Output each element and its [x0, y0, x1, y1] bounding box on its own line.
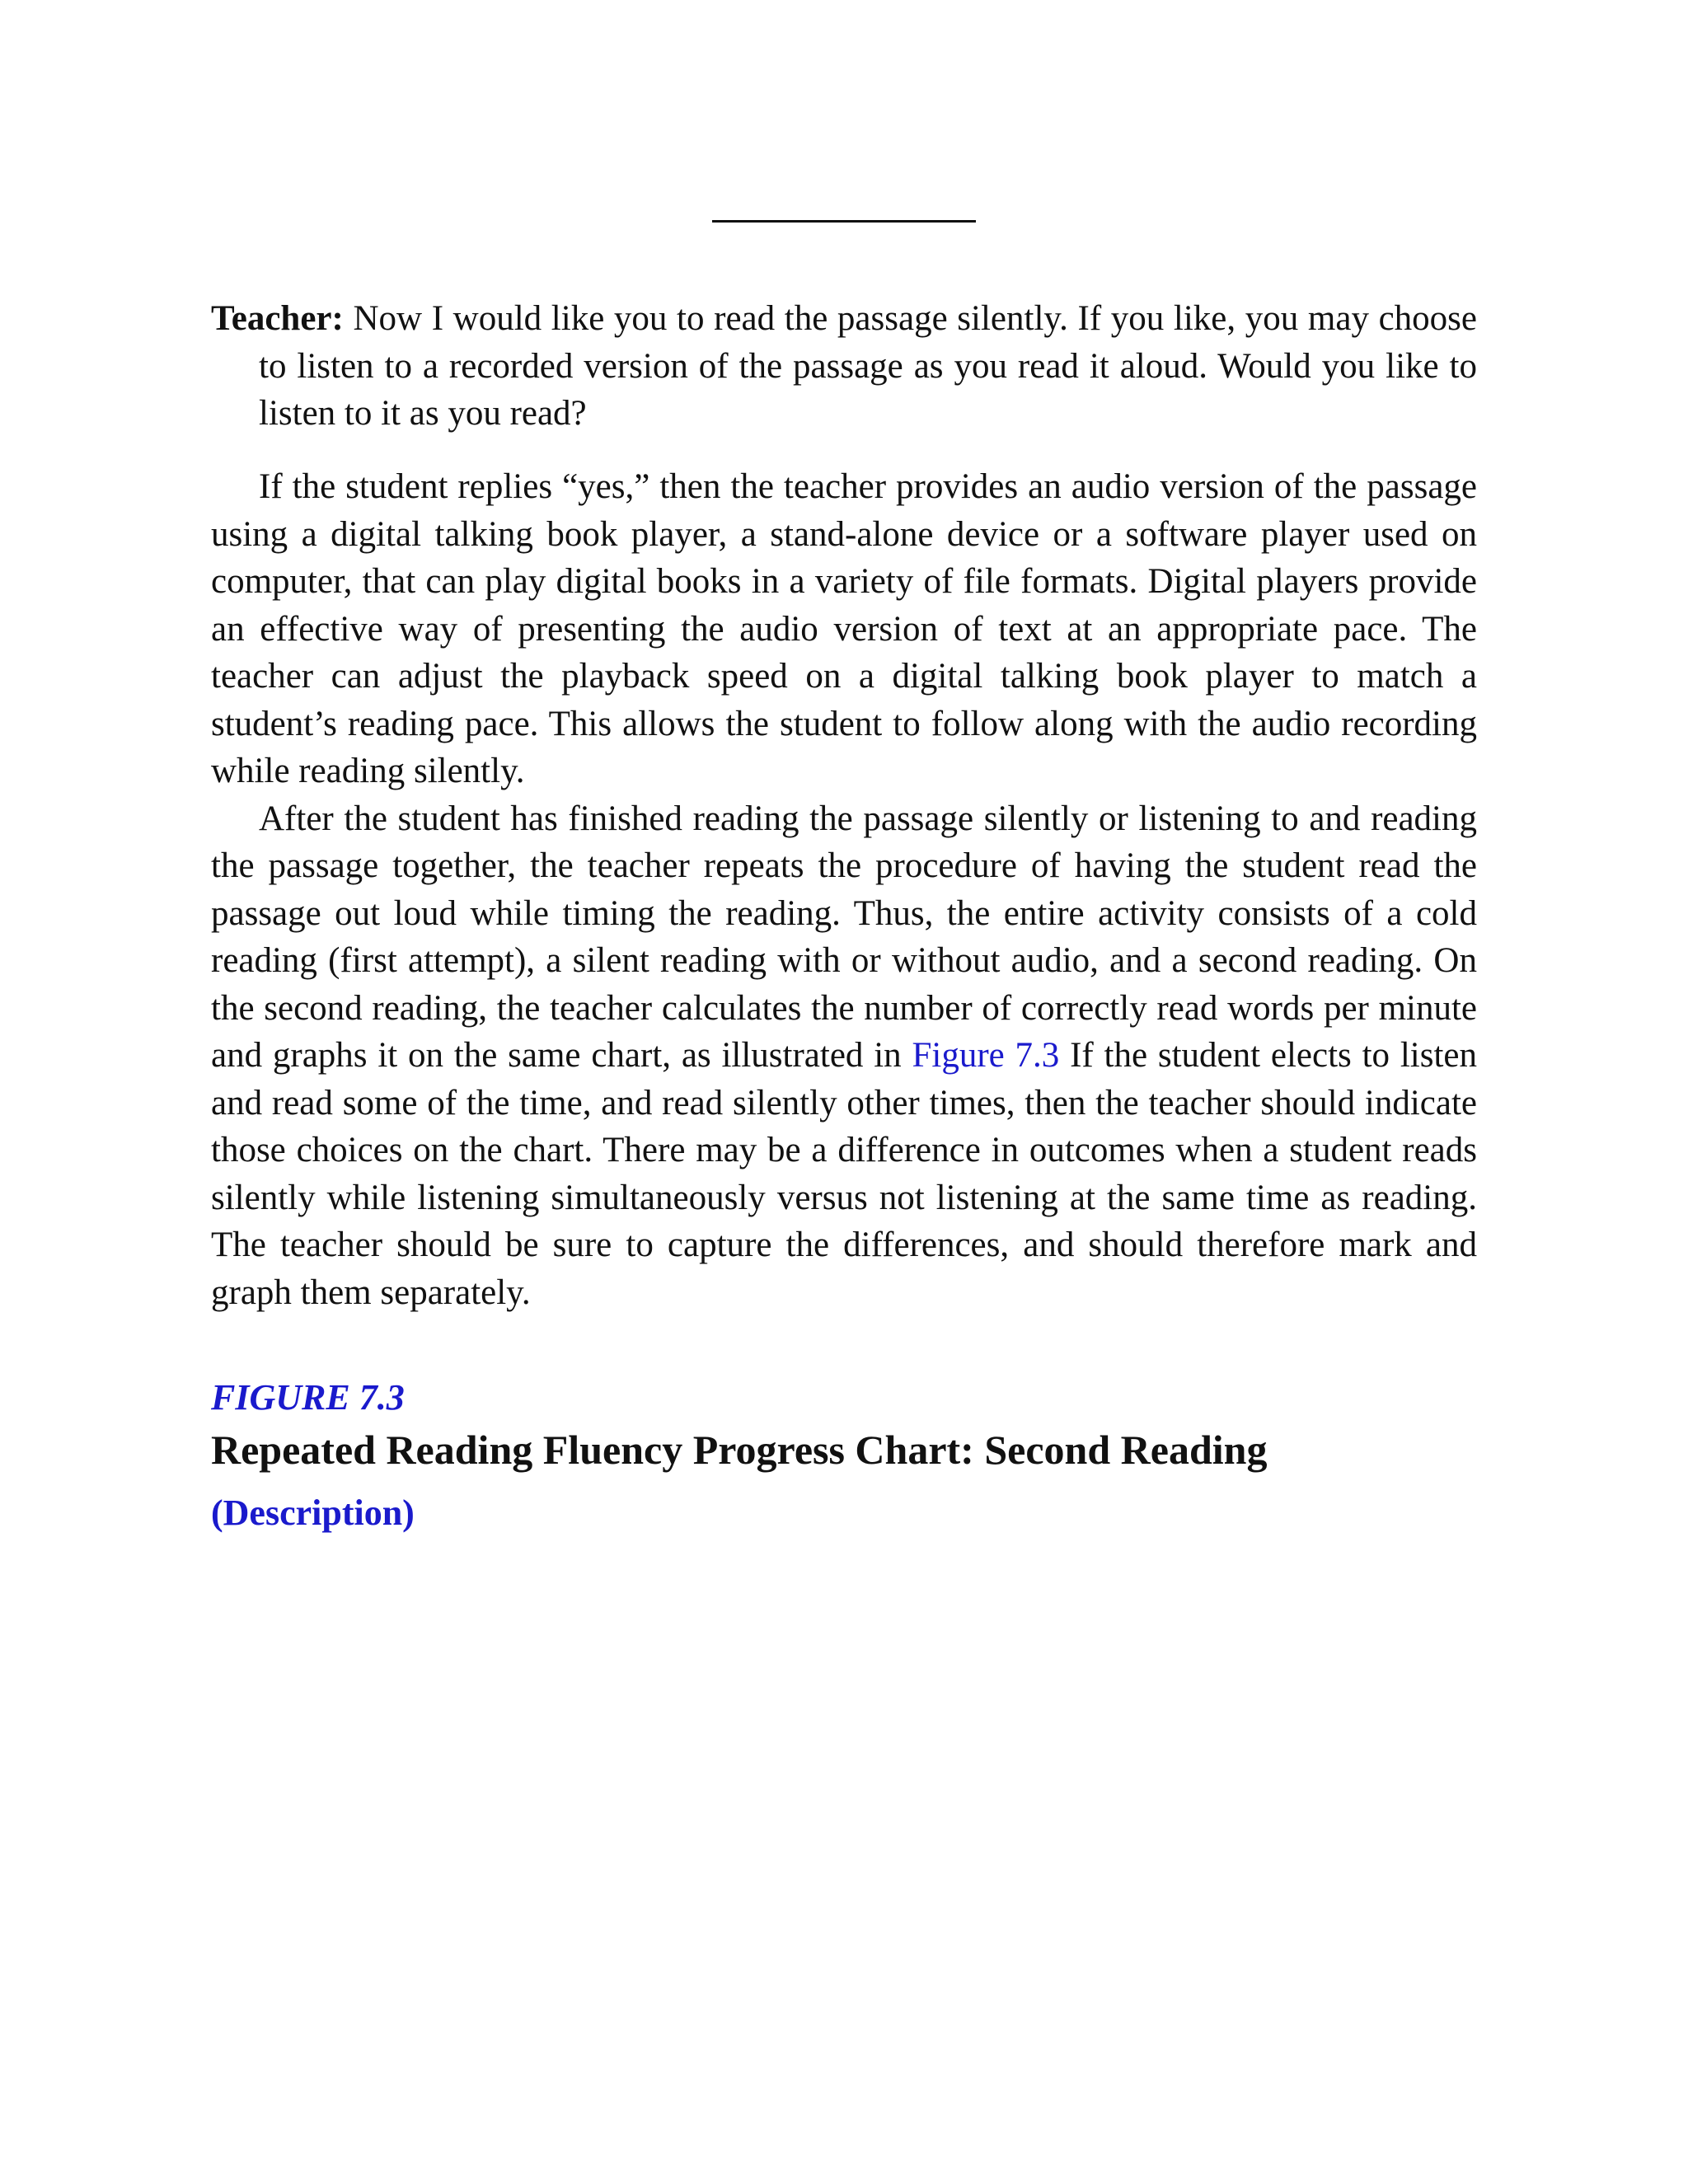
teacher-dialogue — [211, 295, 1477, 438]
paragraph-2 — [211, 795, 1477, 1317]
speaker-label: Teacher: — [211, 299, 344, 338]
figure-label: FIGURE 7.3 — [211, 1377, 405, 1418]
dialogue-text: Now I would like you to read the passage silently. If you like, you may choose to listen to a recorded version of the passage as you read it aloud. Would you like to listen to it as you read? — [259, 299, 1477, 433]
figure-reference-link[interactable]: Figure 7.3 — [912, 1036, 1060, 1075]
paragraph-1: If the student replies “yes,” then the teacher provides an audio version of the passage using a digital talking book player, a stand-alone device or a software player used on computer, that can play digital books in a variety of file formats. Digital players provide an effective way of presenting the audio version of text at an appropriate pace. The teacher can adjust the playback speed on a digital talking book player to match a student’s reading pace. This allows the student to follow along with the audio recording while reading silently. — [211, 467, 1477, 790]
section-divider — [712, 220, 976, 223]
figure-title: Repeated Reading Fluency Progress Chart: Second Reading — [211, 1427, 1268, 1473]
paragraph-2-text-start: After the student has finished reading the passage silently or listening to and reading the passage together, the teacher repeats the procedure of having the student read the passage out loud while timing the reading. Thus, the entire activity consists of a cold reading (first attempt), a silent reading with or without audio, and a second reading. On the second reading, the teacher calculates the number of correctly read words per minute and graphs it on the same chart, as illustrated in — [211, 799, 1477, 1075]
body-text — [211, 463, 1477, 1316]
figure-description-link[interactable]: (Description) — [211, 1493, 415, 1533]
paragraph-2-text-end: If the student elects to listen and read some of the time, and read silently other times, then the teacher should indicate those choices on the chart. There may be a difference in outcomes when a student reads silently while listening simultaneously versus not listening at the same time as reading. The teacher should be sure to capture the differences, and should therefore mark and graph them separately. — [211, 1036, 1477, 1312]
